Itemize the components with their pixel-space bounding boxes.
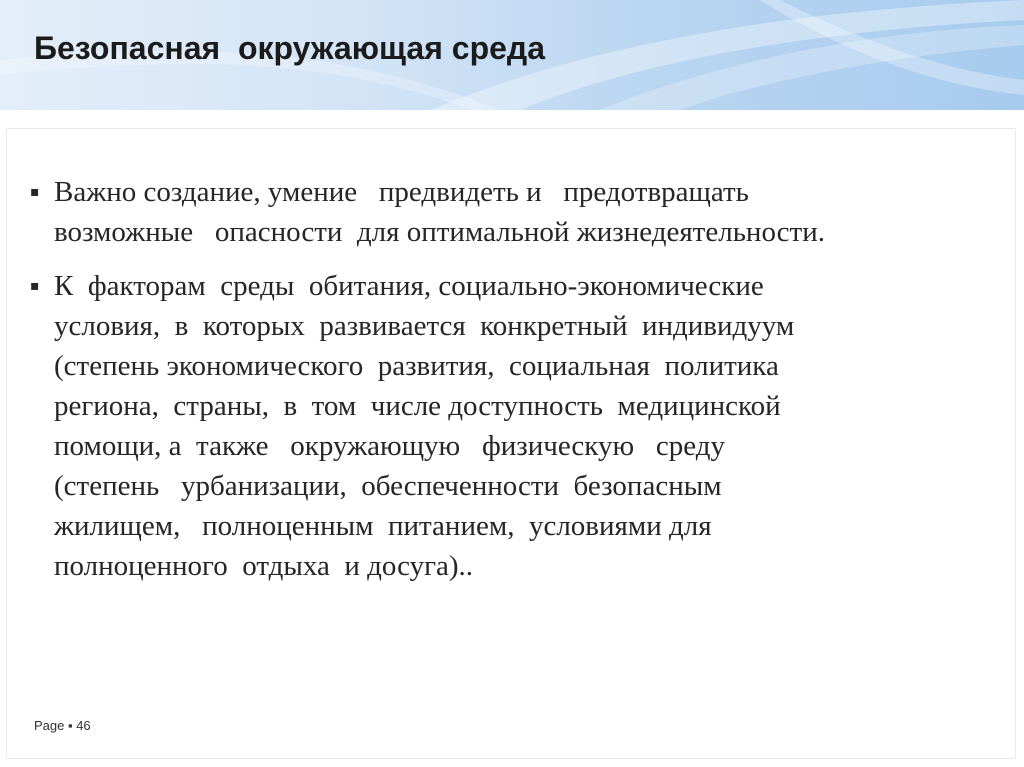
bullet-item [28, 266, 988, 586]
bullet-text-line: К факторам среды обитания, социально-экономические [54, 270, 764, 302]
square-bullet-icon: ▪ [30, 278, 40, 294]
bullet-text-line: полноценного отдыха и досуга).. [54, 550, 474, 582]
bullet-text-line: помощи, а также окружающую физическую среду [54, 430, 725, 462]
bullet-list [28, 172, 988, 600]
bullet-text-line: условия, в которых развивается конкретный индивидуум [54, 310, 795, 342]
bullet-text-line: возможные опасности для оптимальной жизнедеятельности. [54, 216, 825, 248]
square-bullet-icon: ▪ [30, 184, 40, 200]
page-number: Page ▪ 46 [34, 718, 91, 733]
bullet-text-line: Важно создание, умение предвидеть и предотвращать [54, 176, 749, 208]
bullet-item [28, 172, 988, 252]
bullet-text-line: (степень урбанизации, обеспеченности безопасным [54, 470, 722, 502]
bullet-text-line: региона, страны, в том числе доступность медицинской [54, 390, 781, 422]
bullet-text-line: (степень экономического развития, социальная политика [54, 350, 779, 382]
bullet-text-line: жилищем, полноценным питанием, условиями для [54, 510, 712, 542]
slide-title: Безопасная окружающая среда [34, 30, 546, 66]
